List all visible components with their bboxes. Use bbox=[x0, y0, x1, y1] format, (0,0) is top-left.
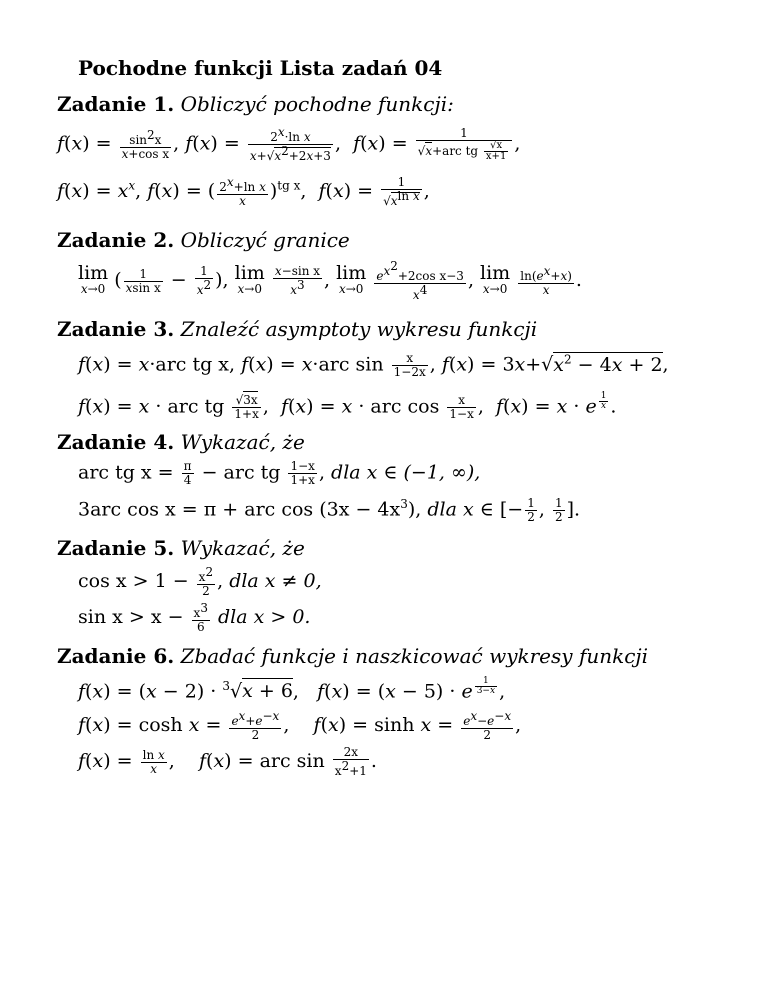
task-6-formulas-row-2: f(x) = cosh x = $\frac{ex+e-x}{2}$ , f(x) = sinh x = $\frac{ex-e-x}{2}$ , bbox=[78, 709, 522, 742]
task-3-label: Zadanie 3. bbox=[57, 317, 175, 341]
task-5-condition-1: dla x ≠ 0, bbox=[229, 570, 322, 592]
task-5-formula-2: sin x > x − $\frac{x3}{6}$ dla x > 0. bbox=[78, 601, 311, 634]
task-3-formulas-row-1: f(x) = x·arc tg x, f(x) = x·arc sin $\frac{x}{1-2x}$ , $f(x) = 3x+√x^2 - 4x + 2$, bbox=[78, 351, 669, 379]
task-3-heading bbox=[57, 317, 537, 341]
task-2-label: Zadanie 2. bbox=[57, 228, 175, 252]
task-2-heading bbox=[57, 228, 350, 252]
task-4-text: Wykazać, że bbox=[180, 430, 305, 454]
task-5-label: Zadanie 5. bbox=[57, 536, 175, 560]
task-3-formulas-row-2: f(x) = x · arc tg $\frac{√3x}{1+x}$ , f(x) = x · arc cos $\frac{x}{1-x}$ , f(x) = x · e $^{\frac{1}{x}}$ . bbox=[78, 391, 617, 421]
task-6-formulas-row-3: f(x) = $\frac{\text{ln x}}{x}$ , f(x) = arc sin $\frac{2x}{x2+1}$ . bbox=[78, 745, 377, 778]
task-4-label: Zadanie 4. bbox=[57, 430, 175, 454]
task-3-text: Znaleźć asymptoty wykresu funkcji bbox=[180, 317, 538, 341]
task-4-formula-2: 3arc cos x = π + arc $\cos (3x - 4x^3)$, dla x ∈ [− $\frac{1}{2}$ , $\frac{1}{2}$ ]. bbox=[78, 496, 581, 524]
task-6-formulas-row-1: f(x) = (x − 2) · $^3$√x + 6, f(x) = (x − 5) · e $^{\frac{1}{3-x}}$ , bbox=[78, 676, 506, 703]
task-6-text: Zbadać funkcje i naszkicować wykresy funkcji bbox=[180, 644, 649, 668]
task-5-formula-1: cos x > 1 − $\frac{x2}{2}$ , dla x ≠ 0, bbox=[78, 565, 322, 598]
task-6-label: Zadanie 6. bbox=[57, 644, 175, 668]
page-title: Pochodne funkcji Lista zadań 04 bbox=[78, 56, 443, 80]
task-5-text: Wykazać, że bbox=[180, 536, 305, 560]
task-4-formula-1: arc tg x = $\frac{\pi}{4}$ − arc tg $\frac{1-x}{1+x}$ , dla x ∈ (−1, ∞), bbox=[78, 459, 481, 487]
task-1-formulas-row-1: f(x) = $\frac{\sin 2x}{\text{x+cos x}}$ , f(x) = $\frac{\text{2x·ln x}}{x+√x2+2x+3}$ , f(x) = 1 √x+arc tg $\frac{√x}{x+1}$ , bbox=[57, 125, 521, 163]
task-4-heading bbox=[57, 430, 305, 454]
task-4-condition-1: dla x ∈ (−1, ∞), bbox=[331, 461, 481, 484]
task-2-text: Obliczyć granice bbox=[180, 228, 350, 252]
task-5-heading bbox=[57, 536, 305, 560]
task-4-condition-2-word: dla bbox=[427, 498, 457, 521]
task-6-heading bbox=[57, 644, 648, 668]
task-1-formulas-row-2: $f(x) = x^x$, f(x) = ( $\frac{\text{2x+ln x}}{x}$ )$^{tg x}$, f(x) = $\frac{1}{\text{√xln x}}$ , bbox=[57, 175, 430, 208]
task-2-limits: lim x→0 ( $\frac{1}{\text{xsin x}}$ − $\frac{1}{x2}$ ), lim x→0 $\frac{\text{x−sin x}}{x3}$ , lim x→0 $\frac{\text{ex2+2cos x−3}}{x4}$ , lim x→0 $\frac{\ln(ex+x)}{x}$ . bbox=[78, 259, 582, 302]
task-5-condition-2: dla x > 0. bbox=[218, 606, 311, 628]
task-1-heading bbox=[57, 92, 454, 116]
task-1-text: Obliczyć pochodne funkcji: bbox=[180, 92, 454, 116]
task-1-label: Zadanie 1. bbox=[57, 92, 175, 116]
